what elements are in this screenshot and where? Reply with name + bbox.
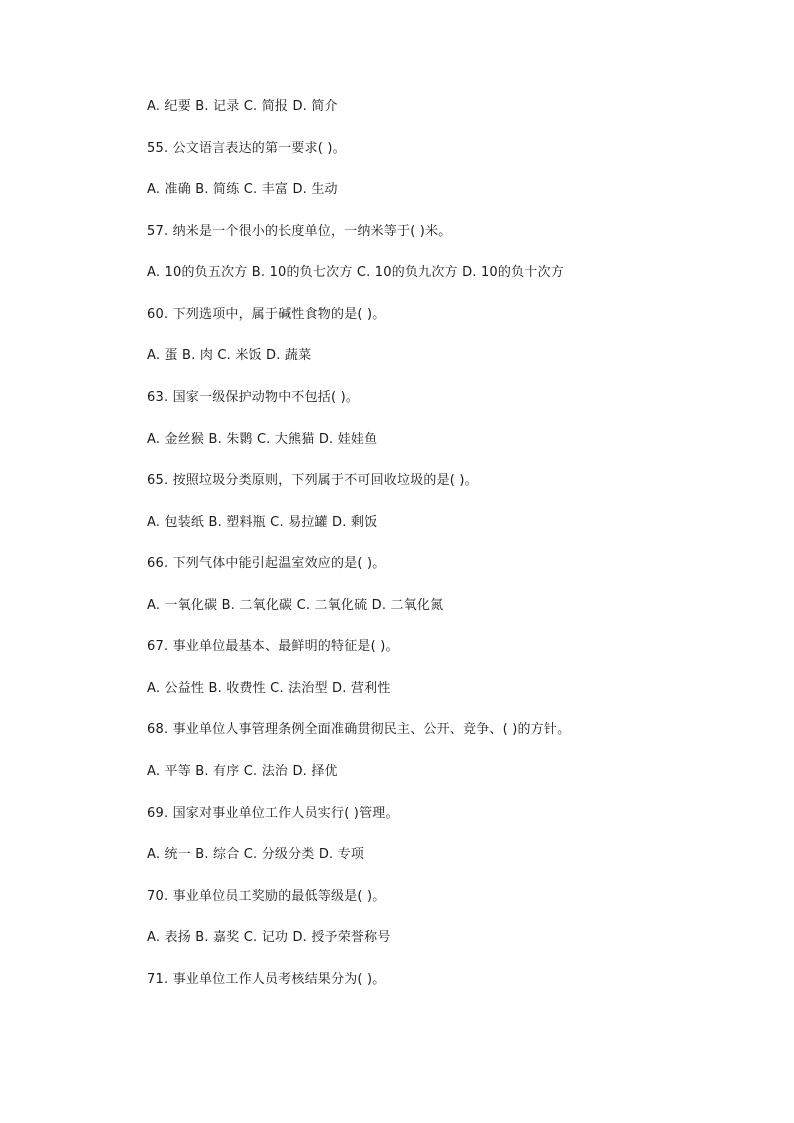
answer-options-66: A. 一氧化碳 B. 二氧化碳 C. 二氧化硫 D. 二氧化氮 <box>147 598 444 613</box>
question-69: 69. 国家对事业单位工作人员实行( )管理。 <box>147 806 399 821</box>
question-70: 70. 事业单位员工奖励的最低等级是( )。 <box>147 889 386 904</box>
answer-options-54: A. 纪要 B. 记录 C. 简报 D. 简介 <box>147 99 338 114</box>
question-57: 57. 纳米是一个很小的长度单位，一纳米等于( )米。 <box>147 224 452 239</box>
question-67: 67. 事业单位最基本、最鲜明的特征是( )。 <box>147 639 399 654</box>
answer-options-55: A. 准确 B. 简练 C. 丰富 D. 生动 <box>147 182 338 197</box>
question-66: 66. 下列气体中能引起温室效应的是( )。 <box>147 556 386 571</box>
answer-options-67: A. 公益性 B. 收费性 C. 法治型 D. 营利性 <box>147 681 391 696</box>
answer-options-57: A. 10的负五次方 B. 10的负七次方 C. 10的负九次方 D. 10的负十次方 <box>147 265 564 280</box>
question-71: 71. 事业单位工作人员考核结果分为( )。 <box>147 972 386 987</box>
question-63: 63. 国家一级保护动物中不包括( )。 <box>147 390 360 405</box>
question-55: 55. 公文语言表达的第一要求( )。 <box>147 141 346 156</box>
answer-options-68: A. 平等 B. 有序 C. 法治 D. 择优 <box>147 764 338 779</box>
answer-options-69: A. 统一 B. 综合 C. 分级分类 D. 专项 <box>147 847 365 862</box>
answer-options-65: A. 包装纸 B. 塑料瓶 C. 易拉罐 D. 剩饭 <box>147 515 378 530</box>
question-68: 68. 事业单位人事管理条例全面准确贯彻民主、公开、竞争、( )的方针。 <box>147 722 571 737</box>
answer-options-63: A. 金丝猴 B. 朱鹮 C. 大熊猫 D. 娃娃鱼 <box>147 432 378 447</box>
question-65: 65. 按照垃圾分类原则，下列属于不可回收垃圾的是( )。 <box>147 473 478 488</box>
question-60: 60. 下列选项中，属于碱性食物的是( )。 <box>147 307 386 322</box>
answer-options-60: A. 蛋 B. 肉 C. 米饭 D. 蔬菜 <box>147 348 312 363</box>
answer-options-70: A. 表扬 B. 嘉奖 C. 记功 D. 授予荣誉称号 <box>147 930 391 945</box>
